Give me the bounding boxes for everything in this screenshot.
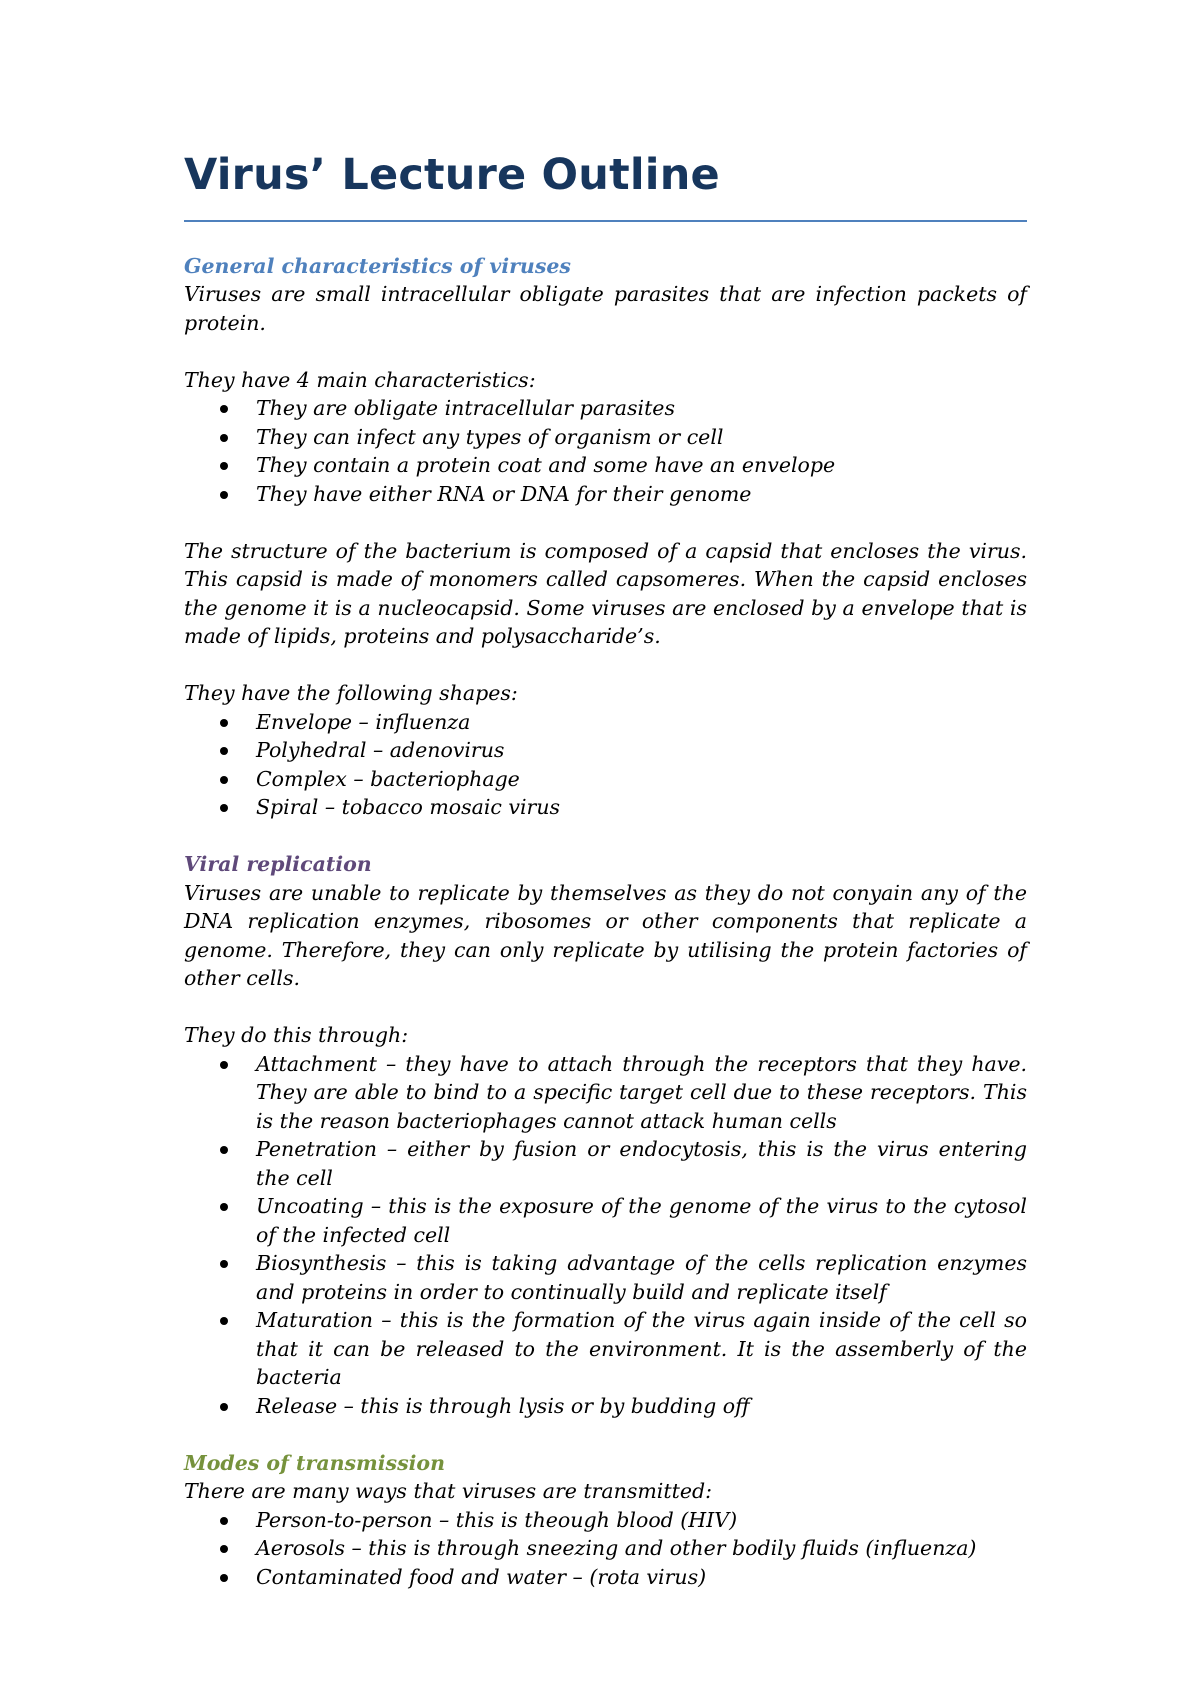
structure-paragraph: The structure of the bacterium is composed of a capsid that encloses the virus. This capsid is made of monomers called capsomeres. When the capsid encloses the genome it is a nucleocapsid. Some viruses are enclosed by a envelope that is made of lipids, proteins and polysaccharide’s.	[184, 538, 1027, 649]
document-page	[184, 150, 1027, 1591]
list-item: Release – this is through lysis or by budding off	[184, 1392, 1027, 1421]
transmission-intro: There are many ways that viruses are transmitted:	[184, 1479, 713, 1504]
characteristics-list-intro: They have 4 main characteristics:	[184, 367, 536, 392]
heading-general-characteristics: General characteristics of viruses	[184, 253, 571, 278]
list-item: Uncoating – this is the exposure of the genome of the virus to the cytosol of the infected cell	[184, 1192, 1027, 1249]
list-item: Polyhedral – adenovirus	[184, 736, 1027, 765]
list-item: They can infect any types of organism or cell	[184, 423, 1027, 452]
list-item: They contain a protein coat and some have an envelope	[184, 451, 1027, 480]
replication-steps-list	[184, 1050, 1027, 1421]
characteristics-list	[184, 394, 1027, 508]
list-item: Attachment – they have to attach through the receptors that they have. They are able to bind to a specific target cell due to these receptors. This is the reason bacteriophages cannot attack human cells	[184, 1050, 1027, 1136]
list-item: Maturation – this is the formation of the virus again inside of the cell so that it can be released to the environment. It is the assemberly of the bacteria	[184, 1306, 1027, 1392]
list-item: Person-to-person – this is theough blood (HIV)	[184, 1506, 1027, 1535]
list-item: Contaminated food and water – (rota virus)	[184, 1563, 1027, 1592]
replication-steps-intro: They do this through:	[184, 1023, 409, 1048]
transmission-modes-list	[184, 1506, 1027, 1592]
title-divider	[184, 220, 1027, 222]
shapes-list	[184, 708, 1027, 822]
section-modes-of-transmission	[184, 1449, 1027, 1592]
general-intro-paragraph: Viruses are small intracellular obligate parasites that are infection packets of protein.	[184, 282, 1027, 335]
heading-modes-of-transmission: Modes of transmission	[184, 1450, 445, 1475]
page-title: Virus’ Lecture Outline	[184, 150, 720, 200]
list-item: Spiral – tobacco mosaic virus	[184, 793, 1027, 822]
list-item: Aerosols – this is through sneezing and other bodily fluids (influenza)	[184, 1534, 1027, 1563]
list-item: Biosynthesis – this is taking advantage of the cells replication enzymes and proteins in order to continually build and replicate itself	[184, 1249, 1027, 1306]
section-general-characteristics	[184, 252, 1027, 822]
list-item: Envelope – influenza	[184, 708, 1027, 737]
heading-viral-replication: Viral replication	[184, 852, 372, 877]
list-item: Penetration – either by fusion or endocytosis, this is the virus entering the cell	[184, 1135, 1027, 1192]
section-viral-replication	[184, 850, 1027, 1420]
list-item: Complex – bacteriophage	[184, 765, 1027, 794]
list-item: They have either RNA or DNA for their genome	[184, 480, 1027, 509]
shapes-list-intro: They have the following shapes:	[184, 681, 518, 706]
replication-intro-paragraph: Viruses are unable to replicate by themselves as they do not conyain any of the DNA replication enzymes, ribosomes or other components that replicate a genome. Therefore, they can only replicate by utilising the protein factories of other cells.	[184, 880, 1027, 991]
list-item: They are obligate intracellular parasites	[184, 394, 1027, 423]
